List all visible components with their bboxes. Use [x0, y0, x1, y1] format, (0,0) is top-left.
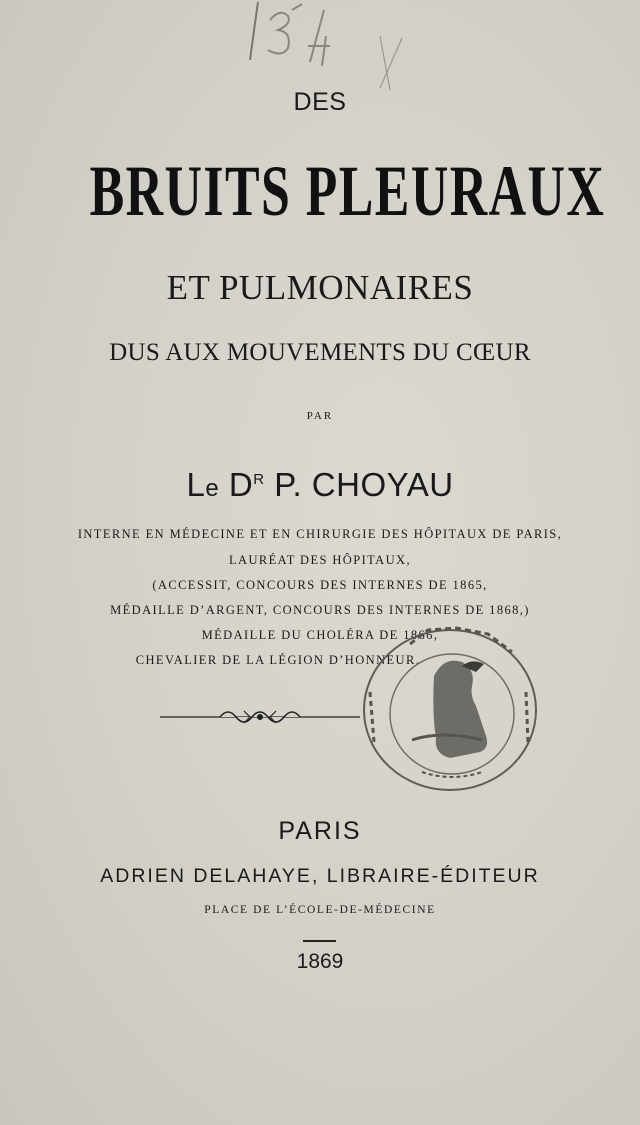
credential-line: MÉDAILLE D’ARGENT, CONCOURS DES INTERNES DE 1868,): [110, 603, 530, 617]
main-title: BRUITS PLEURAUX: [89, 151, 606, 231]
by-line: PAR: [306, 410, 334, 422]
divider: [303, 940, 336, 942]
imprint-city: PARIS: [278, 817, 362, 845]
credential-line: LAURÉAT DES HÔPITAUX,: [229, 553, 411, 567]
decorative-rule-ornament: [160, 703, 360, 729]
author-surname: P. CHOYAU: [274, 466, 454, 503]
honorific-initial: L: [186, 466, 206, 503]
subtitle: ET PULMONAIRES: [166, 268, 474, 307]
degree: $D^R$: [228, 466, 265, 503]
handwritten-pencil-mark: [230, 0, 430, 90]
author-name: [0, 466, 640, 504]
credential-line: MÉDAILLE DU CHOLÉRA DE 1866,: [201, 628, 439, 642]
credential-line: (ACCESSIT, CONCOURS DES INTERNES DE 1865,: [152, 578, 488, 592]
credential-line: INTERNE EN MÉDECINE ET EN CHIRURGIE DES HÔPITAUX DE PARIS,: [77, 527, 563, 541]
honorific-rest: e: [205, 475, 220, 502]
library-stamp-seal: [352, 622, 544, 800]
imprint-address: PLACE DE L’ÉCOLE-DE-MÉDECINE: [204, 904, 436, 916]
credential-line: CHEVALIER DE LA LÉGION D’HONNEUR.: [135, 653, 421, 667]
imprint-publisher: ADRIEN DELAHAYE, LIBRAIRE-ÉDITEUR: [100, 865, 540, 887]
title-prefix: DES: [293, 88, 347, 116]
title-description: DUS AUX MOUVEMENTS DU CŒUR: [109, 339, 531, 366]
imprint-year: 1869: [296, 950, 344, 973]
